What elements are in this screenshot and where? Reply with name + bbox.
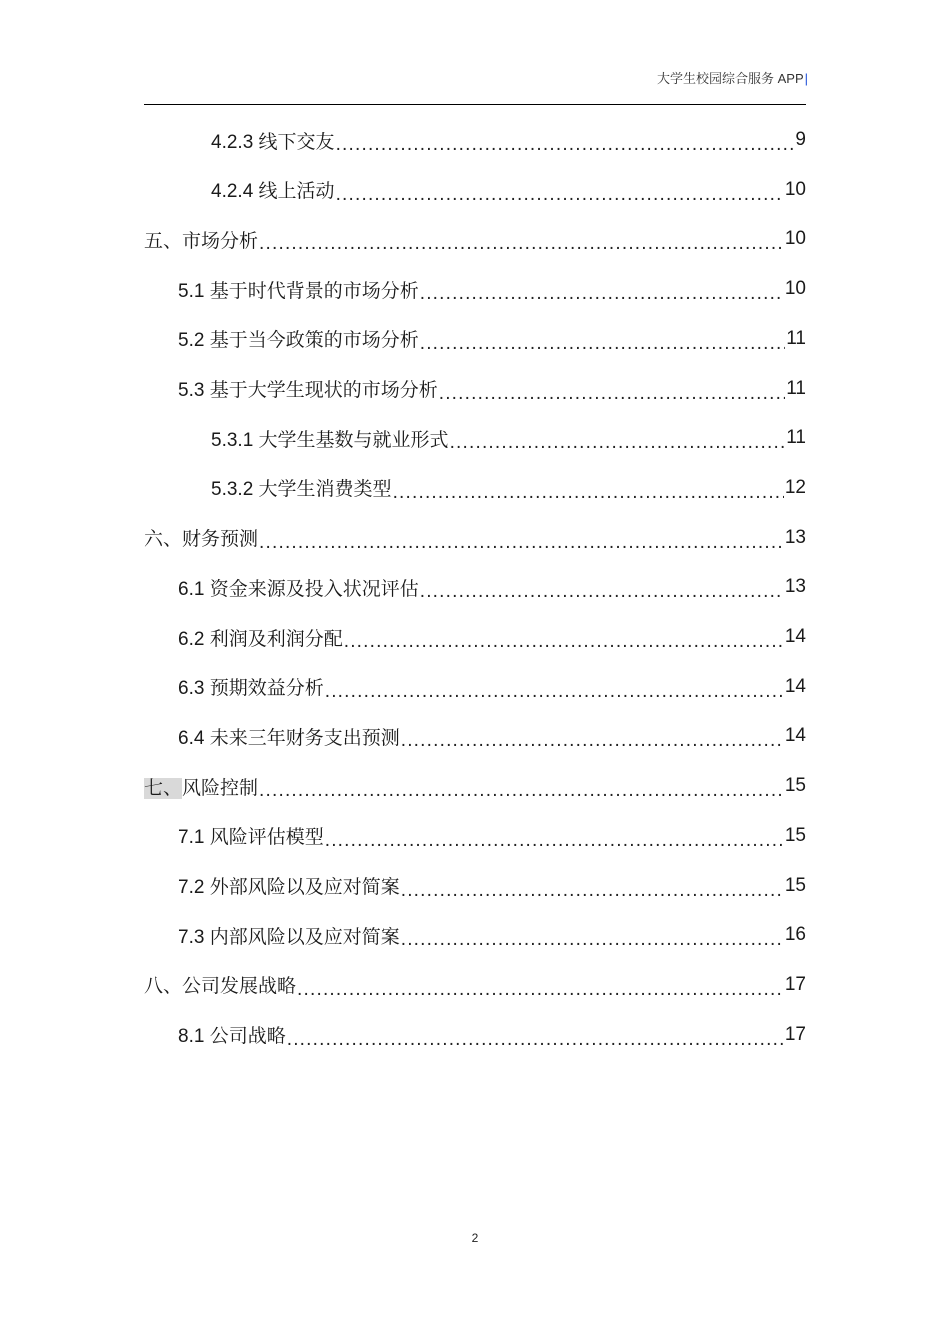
toc-entry-page: 15 (784, 874, 806, 896)
toc-entry-page: 14 (784, 626, 806, 647)
toc-entry-title (144, 971, 296, 998)
toc-entry-title (178, 276, 419, 303)
toc-entry-number: 6.2 (178, 628, 210, 650)
toc-entry-number: 六、 (144, 529, 183, 551)
toc-entry-page: 11 (786, 377, 806, 399)
toc-entry-number: 7.2 (178, 877, 210, 898)
toc-entry-text: 基于大学生现状的市场分析 (209, 380, 438, 401)
toc-dot-leader (259, 237, 784, 263)
toc-entry-page: 17 (784, 1023, 806, 1045)
toc-entry-title (178, 872, 400, 899)
toc-entry-text: 基于时代背景的市场分析 (209, 280, 419, 302)
toc-dot-leader (393, 486, 784, 512)
toc-entry-number: 6.4 (178, 727, 210, 749)
page-number: 2 (471, 1231, 479, 1245)
toc-entry-number: 4.2.4 (211, 181, 259, 203)
toc-entry[interactable] (211, 414, 806, 462)
running-header (657, 68, 808, 87)
toc-entry-title (144, 524, 258, 551)
toc-entry-page: 11 (786, 327, 806, 349)
toc-dot-leader (420, 287, 784, 313)
toc-entry-number: 4.2.3 (211, 131, 259, 153)
toc-dot-leader (325, 685, 784, 711)
header-divider (144, 104, 806, 105)
toc-entry-page: 12 (784, 476, 806, 498)
toc-entry-number: 8.1 (178, 1026, 210, 1048)
toc-entry[interactable] (211, 166, 806, 214)
toc-dot-leader (344, 635, 784, 661)
toc-entry[interactable] (144, 514, 806, 562)
toc-entry[interactable] (178, 265, 806, 313)
toc-entry-title (144, 226, 258, 253)
toc-entry-page: 15 (784, 824, 806, 846)
toc-entry-text: 大学生消费类型 (258, 479, 392, 501)
toc-entry-page: 17 (784, 973, 806, 995)
toc-entry[interactable] (178, 365, 806, 413)
toc-dot-leader (259, 784, 784, 810)
toc-entry[interactable] (144, 961, 806, 1009)
toc-dot-leader (401, 734, 784, 760)
toc-entry-title (178, 375, 438, 402)
toc-entry-number: 五、 (144, 230, 183, 252)
toc-dot-leader (420, 585, 784, 611)
toc-dot-leader (401, 884, 784, 910)
toc-entry-page: 14 (784, 725, 806, 747)
toc-entry-text: 财务预测 (182, 529, 259, 551)
toc-entry-text: 资金来源及投入状况评估 (209, 578, 419, 600)
toc-entry-title (178, 922, 400, 949)
toc-entry-title (211, 474, 392, 501)
toc-entry-text: 风险控制 (182, 777, 259, 799)
toc-entry-title (178, 1021, 286, 1048)
toc-entry-number: 5.3.2 (211, 479, 259, 501)
toc-entry-text: 外部风险以及应对简案 (209, 877, 400, 898)
toc-entry[interactable] (211, 464, 806, 512)
toc-entry[interactable] (178, 563, 806, 611)
toc-entry[interactable] (211, 116, 806, 164)
toc-entry-number: 八、 (144, 976, 183, 998)
toc-entry-title (178, 624, 343, 651)
toc-entry-title (144, 773, 258, 800)
toc-entry-title (211, 425, 449, 452)
toc-entry-text: 基于当今政策的市场分析 (209, 330, 419, 352)
toc-entry-title (178, 822, 324, 849)
toc-entry-number: 6.3 (178, 678, 210, 700)
toc-entry-number: 7.1 (178, 827, 210, 849)
toc-entry-page: 10 (784, 278, 806, 300)
toc-entry[interactable] (178, 315, 806, 363)
toc-entry-number: 七、 (144, 777, 183, 799)
toc-entry-number: 5.3.1 (211, 429, 259, 451)
toc-entry-text: 大学生基数与就业形式 (258, 429, 449, 451)
toc-entry-text: 线上活动 (258, 181, 335, 203)
toc-dot-leader (336, 138, 795, 164)
toc-dot-leader (287, 1033, 784, 1059)
toc-entry-text: 市场分析 (182, 230, 259, 252)
toc-entry[interactable] (178, 862, 806, 910)
text-cursor: | (804, 71, 808, 86)
toc-entry-title (178, 723, 400, 750)
toc-entry-text: 公司发展战略 (182, 976, 297, 998)
toc-entry-page: 11 (786, 427, 806, 449)
toc-dot-leader (401, 933, 784, 959)
toc-dot-leader (259, 536, 784, 562)
toc-entry-title (178, 574, 419, 601)
toc-entry-text: 风险评估模型 (209, 827, 324, 849)
toc-entry[interactable] (178, 812, 806, 860)
toc-entry-text: 线下交友 (258, 131, 335, 153)
toc-entry[interactable] (178, 663, 806, 711)
toc-entry-title (178, 325, 419, 352)
toc-entry-text: 内部风险以及应对简案 (209, 926, 400, 948)
toc-entry-page: 15 (784, 775, 806, 797)
toc-dot-leader (336, 188, 784, 214)
toc-entry-page: 13 (784, 526, 806, 548)
toc-entry-title (178, 673, 324, 700)
toc-entry-number: 6.1 (178, 578, 210, 600)
toc-entry-number: 7.3 (178, 926, 210, 948)
toc-dot-leader (439, 387, 786, 413)
toc-entry[interactable] (178, 613, 806, 661)
toc-entry-page: 16 (784, 924, 806, 946)
toc-dot-leader (450, 436, 786, 462)
toc-entry[interactable] (178, 1011, 806, 1059)
toc-dot-leader (420, 337, 786, 363)
toc-entry[interactable] (178, 712, 806, 760)
header-title: 大学生校园综合服务 APP (656, 71, 804, 86)
toc-entry-page: 9 (795, 129, 806, 150)
toc-entry[interactable] (178, 911, 806, 959)
toc-entry-number: 5.3 (178, 380, 210, 401)
toc-entry-title (211, 127, 335, 154)
toc-entry-text: 公司战略 (209, 1026, 286, 1048)
toc-entry-page: 10 (784, 228, 806, 250)
toc-entry-page: 13 (784, 576, 806, 598)
toc-entry-page: 10 (784, 178, 806, 200)
toc-entry[interactable] (144, 215, 806, 263)
toc-entry-text: 未来三年财务支出预测 (209, 727, 400, 749)
toc-entry-page: 14 (784, 675, 806, 697)
toc-dot-leader (325, 834, 784, 860)
toc-entry[interactable] (144, 762, 806, 810)
toc-entry-text: 预期效益分析 (209, 678, 324, 700)
toc-entry-number: 5.2 (178, 330, 210, 352)
toc-entry-text: 利润及利润分配 (209, 628, 343, 650)
toc-entry-number: 5.1 (178, 280, 210, 302)
toc-entry-title (211, 176, 335, 203)
toc-dot-leader (297, 983, 784, 1009)
